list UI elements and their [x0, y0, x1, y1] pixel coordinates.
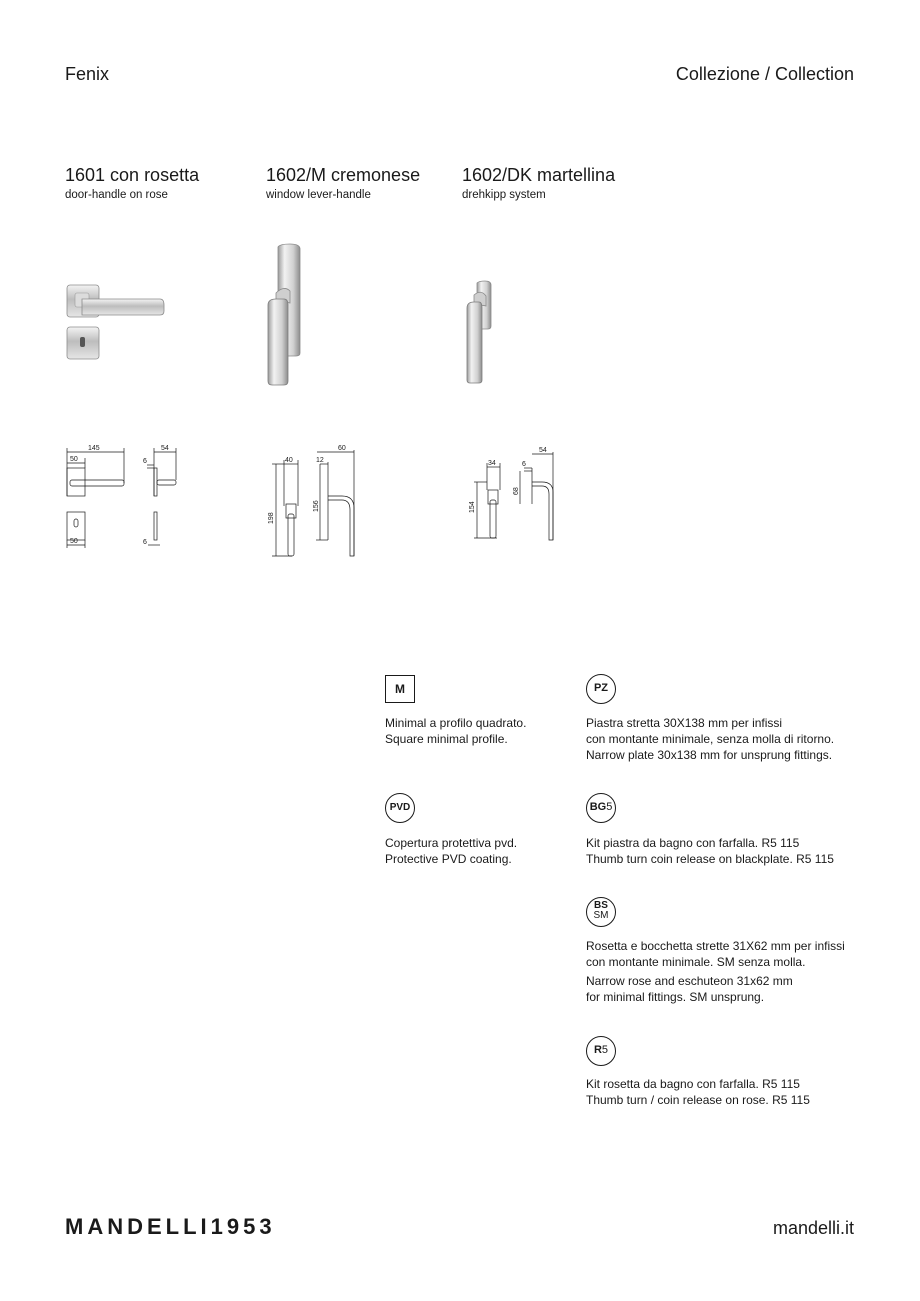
dim-plate-width-label: 34: [488, 460, 496, 467]
feature-line: Rosetta e bocchetta strette 31X62 mm per infissi: [586, 939, 845, 953]
drawing-1602dk: [462, 440, 562, 545]
dim-rose-label: 50: [70, 456, 78, 463]
dim-plate-label: 6: [143, 458, 147, 465]
badge-bg5: BG5: [586, 793, 616, 823]
feature-line: con montante minimale, senza molla di ritorno.: [586, 732, 835, 746]
dim-escutcheon-depth-label: 6: [143, 539, 147, 546]
drawing-1601: [60, 438, 190, 553]
badge-pvd: PVD: [385, 793, 415, 823]
feature-line: con montante minimale. SM senza molla.: [586, 955, 806, 969]
feature-bg5-text: [586, 835, 834, 867]
dim-width-label: 145: [88, 445, 100, 452]
dim-plate-height-label: 156: [313, 500, 320, 512]
product-1602m: [266, 165, 420, 201]
brand-logo: MANDELLI1953: [65, 1214, 276, 1239]
feature-line: Piastra stretta 30X138 mm per infissi: [586, 716, 783, 730]
feature-line: Minimal a profilo quadrato.: [385, 716, 527, 730]
badge-pz: PZ: [586, 674, 616, 704]
dim-escutcheon-label: 50: [70, 538, 78, 545]
dim-plate-height-label: 68: [513, 487, 520, 495]
product-1601: [65, 165, 199, 201]
product-subtitle: drehkipp system: [462, 189, 546, 201]
feature-line: Protective PVD coating.: [385, 852, 512, 866]
product-1602dk: [462, 165, 615, 201]
drehkipp-handle-photo: [462, 280, 502, 385]
door-handle-photo: [60, 275, 170, 370]
feature-line: Kit rosetta da bagno con farfalla. R5 115: [586, 1077, 800, 1091]
drawing-1602m: [262, 440, 362, 560]
feature-line: Square minimal profile.: [385, 732, 508, 746]
feature-r5-text: [586, 1076, 810, 1108]
dim-depth-label: 54: [539, 447, 547, 454]
product-title: 1601 con rosetta: [65, 165, 200, 185]
header-title: Fenix: [65, 64, 110, 84]
badge-r5: R5: [586, 1036, 616, 1066]
dim-plate-thickness-label: 12: [316, 457, 324, 464]
dim-depth-label: 60: [338, 445, 346, 452]
dim-depth-label: 54: [161, 445, 169, 452]
product-subtitle: window lever-handle: [266, 189, 371, 201]
window-handle-photo: [262, 243, 312, 388]
feature-bs-text: [586, 938, 845, 1005]
badge-bs-sm: BS SM: [586, 897, 616, 927]
dim-height-label: 154: [469, 501, 476, 513]
feature-line: Narrow rose and eschuteon 31x62 mm: [586, 974, 793, 988]
header-collection: Collezione / Collection: [675, 64, 854, 84]
dim-plate-width-label: 40: [285, 457, 293, 464]
feature-line: Narrow plate 30x138 mm for unsprung fittings.: [586, 748, 833, 762]
feature-line: for minimal fittings. SM unsprung.: [586, 990, 765, 1004]
dim-height-label: 198: [268, 512, 275, 524]
feature-pvd-text: [385, 835, 517, 867]
product-title: 1602/M cremonese: [266, 165, 421, 185]
product-subtitle: door-handle on rose: [65, 189, 168, 201]
dim-plate-thickness-label: 6: [522, 461, 526, 468]
feature-pz-text: [586, 715, 834, 763]
badge-m: M: [385, 675, 415, 703]
feature-line: Copertura protettiva pvd.: [385, 836, 518, 850]
product-title: 1602/DK martellina: [462, 165, 616, 185]
feature-line: Thumb turn / coin release on rose. R5 115: [586, 1093, 810, 1107]
feature-m-text: [385, 715, 526, 747]
feature-line: Kit piastra da bagno con farfalla. R5 115: [586, 836, 800, 850]
website-link[interactable]: mandelli.it: [772, 1218, 854, 1238]
feature-line: Thumb turn coin release on blackplate. R5 115: [586, 852, 834, 866]
